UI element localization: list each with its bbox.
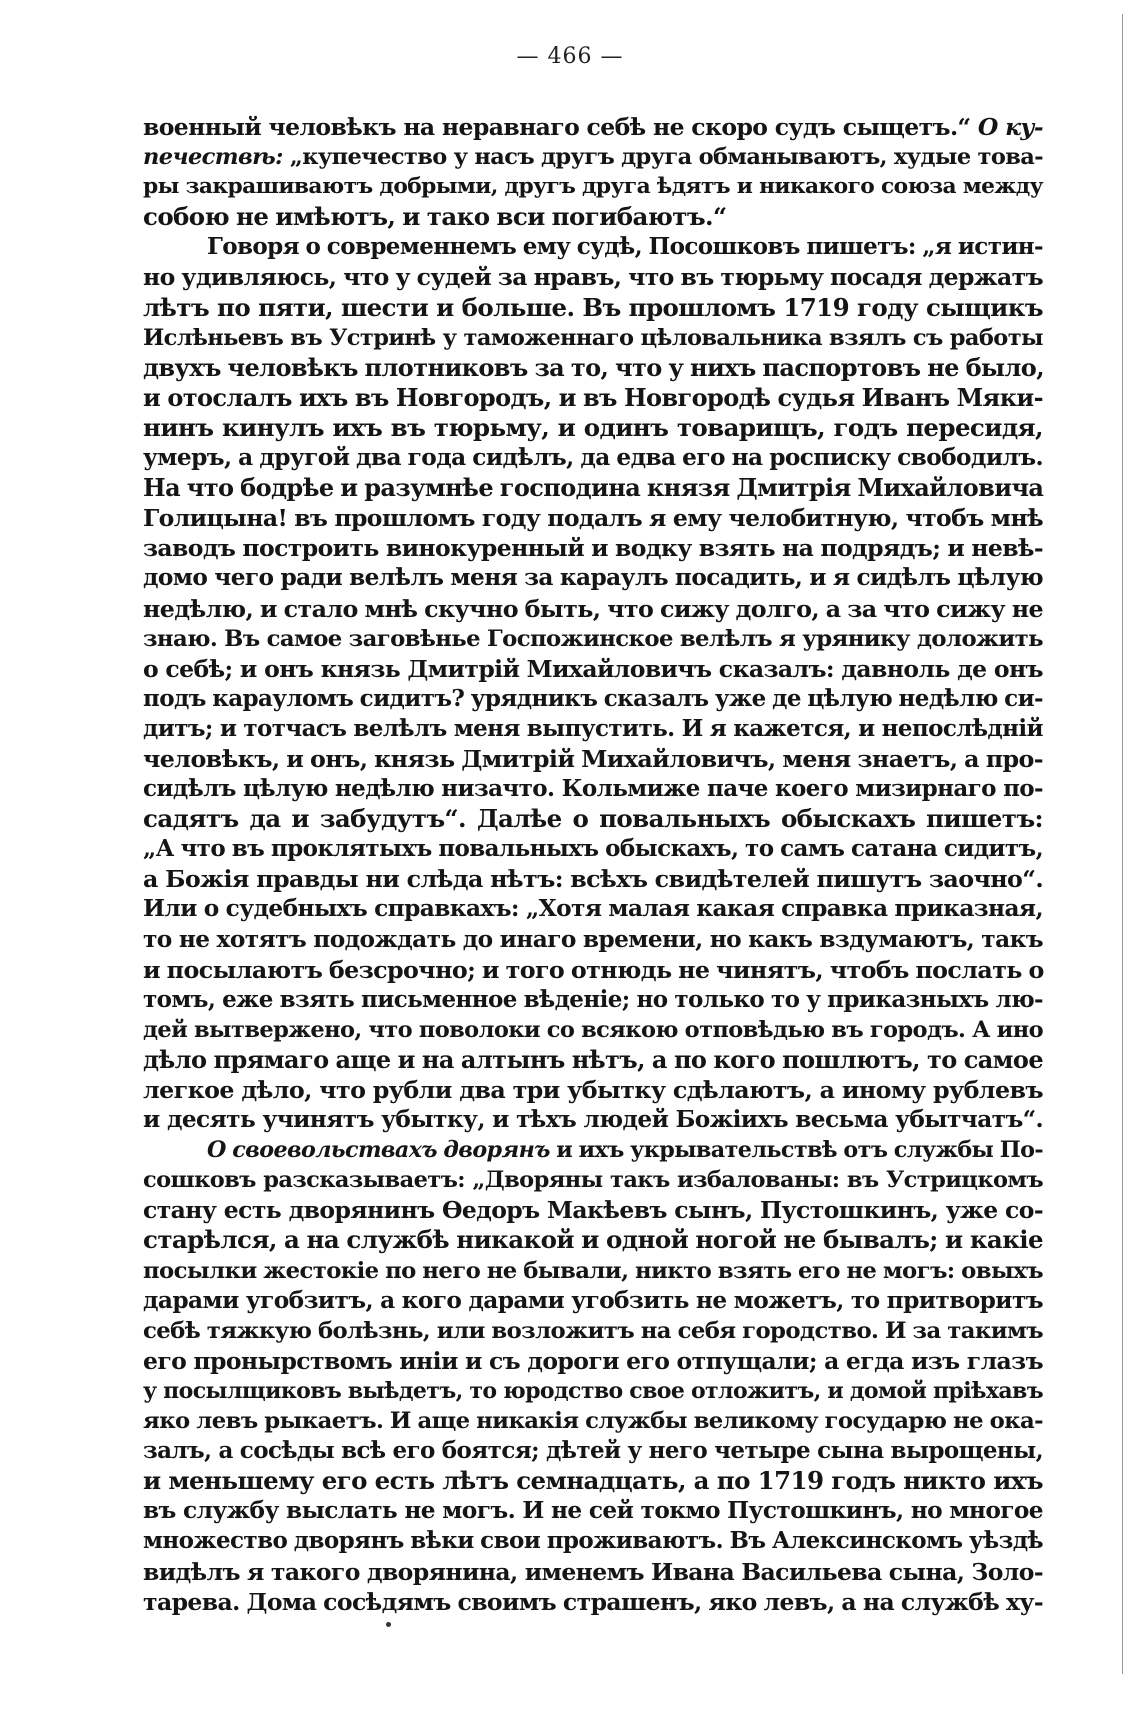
text-line: умеръ, а другой два года сидѣлъ, да едва его на росписку свободилъ. [143, 444, 1043, 472]
text-line: себѣ тяжкую болѣзнь, или возложитъ на себя городство. И за такимъ [143, 1317, 1043, 1344]
text-line: нинъ кинулъ ихъ въ тюрьму, и одинъ товарищъ, годъ пересидя, [143, 412, 1043, 442]
text-run: военный человѣкъ на неравнаго себѣ не скоро судъ сыщетъ.“ [143, 113, 978, 141]
text-line: дитъ; и тотчасъ велѣлъ меня выпустить. И я кажется, и непослѣдній [143, 714, 1043, 742]
italic-text-run: печествѣ: [143, 144, 283, 171]
text-line [143, 142, 1043, 172]
text-line: сидѣлъ цѣлую недѣлю низачто. Кольмиже паче коего мизирнаго по- [143, 775, 1043, 803]
text-line: залъ, а сосѣды всѣ его боятся; дѣтей у него четыре сына вырощены, [143, 1437, 1043, 1465]
text-line: яко левъ рыкаетъ. И аще никакія службы великому государю не ока- [143, 1408, 1043, 1435]
text-line: томъ, еже взять письменное вѣденіе; но только то у приказныхъ лю- [143, 985, 1043, 1013]
scan-edge-line [1122, 14, 1123, 1674]
text-line: и меньшему его есть лѣтъ семнадцать, а по 1719 годъ никто ихъ [143, 1466, 1043, 1496]
text-line: его пронырствомъ иніи и съ дороги его отпущали; а егда изъ глазъ [143, 1346, 1043, 1375]
text-line: Ислѣньевъ въ Устринѣ у таможеннаго цѣловальника взялъ съ работы [143, 324, 1043, 351]
text-line: ры закрашиваютъ добрыми, другъ друга ѣдятъ и никакого союза между [143, 174, 1043, 200]
text-line: и десять учинятъ убытку, и тѣхъ людей Божіихъ весьма убытчатъ“. [143, 1106, 1043, 1134]
text-line: дей вытвержено, что поволоки со всякою отповѣдью въ городъ. А ино [143, 1016, 1043, 1043]
text-line: посылки жестокіе по него не бывали, никто взять его не могъ: овыхъ [143, 1257, 1043, 1284]
text-line [143, 1135, 1043, 1165]
text-line: садятъ да и забудутъ“. Далѣе о повальныхъ обыскахъ пишетъ: [143, 804, 1043, 834]
text-line: въ службу выслать не могъ. И не сей токмо Пустошкинъ, но многое [143, 1497, 1043, 1525]
text-line: множество дворянъ вѣки свои проживаютъ. Въ Алексинскомъ уѣздѣ [143, 1527, 1043, 1555]
text-line: Говоря о современнемъ ему судѣ, Посошковъ пишетъ: „я истин- [207, 233, 1043, 261]
text-line [143, 112, 1043, 142]
text-line: о себѣ; и онъ князь Дмитрій Михайловичъ сказалъ: давноль де онъ [143, 654, 1043, 683]
text-line: Голицына! въ прошломъ году подалъ я ему челобитную, чтобъ мнѣ [143, 504, 1043, 533]
text-line: легкое дѣло, что рубли два три убытку сдѣлаютъ, а иному рублевъ [143, 1076, 1043, 1104]
text-run: и ихъ укрывательствѣ отъ службы По- [549, 1137, 1044, 1164]
italic-text-run: О ку- [977, 113, 1043, 141]
text-line: то не хотятъ подождать до инаго времени, но какъ вздумаютъ, такъ [143, 925, 1043, 953]
text-line: человѣкъ, и онъ, князь Дмитрій Михайловичъ, меня знаетъ, а про- [143, 744, 1043, 773]
text-line: На что бодрѣе и разумнѣе господина князя Дмитрія Михайловича [143, 473, 1044, 503]
text-line: а Божія правды ни слѣда нѣтъ: всѣхъ свидѣтелей пишутъ заочно“. [143, 865, 1043, 894]
text-line: сошковъ разсказываетъ: „Дворяны такъ избалованы: въ Устрицкомъ [143, 1167, 1043, 1194]
italic-text-run: О своевольствахъ дворянъ [207, 1137, 550, 1164]
page-number: — 466 — [516, 44, 624, 69]
text-line: домо чего ради велѣлъ меня за караулъ посадить, и я сидѣлъ цѣлую [143, 564, 1043, 592]
text-line: старѣлся, а на службѣ никакой и одной ногой не бывалъ; и какіе [143, 1225, 1043, 1255]
text-line: тарева. Дома сосѣдямъ своимъ страшенъ, яко левъ, а на службѣ ху- [143, 1587, 1043, 1616]
text-line: дѣло прямаго аще и на алтынъ нѣтъ, а по кого пошлютъ, то самое [143, 1044, 1043, 1074]
text-line: и посылаютъ безсрочно; и того отнюдь не чинятъ, чтобъ послать о [143, 955, 1044, 984]
scan-artifact-dot [386, 1622, 391, 1627]
text-line: стану есть дворянинъ Ѳедоръ Макѣевъ сынъ, Пустошкинъ, уже со- [143, 1196, 1043, 1225]
text-line: заводъ построить винокуренный и водку взять на подрядъ; и невѣ- [143, 534, 1043, 563]
text-line: двухъ человѣкъ плотниковъ за то, что у нихъ паспортовъ не было, [143, 352, 1044, 382]
text-line: недѣлю, и стало мнѣ скучно быть, что сижу долго, а за что сижу не [143, 594, 1043, 623]
text-line: дарами угобзитъ, а кого дарами угобзить не можетъ, то притворитъ [143, 1286, 1043, 1314]
text-line: Или о судебныхъ справкахъ: „Хотя малая какая справка приказная, [143, 895, 1043, 923]
text-line: знаю. Въ самое заговѣнье Госпожинское велѣлъ я урянику доложить [143, 625, 1043, 652]
text-run: „купечество у насъ другъ друга обманываютъ, худые това- [282, 144, 1043, 171]
text-line: и отослалъ ихъ въ Новгородъ, и въ Новгородѣ судья Иванъ Мяки- [143, 382, 1043, 412]
text-line: „А что въ проклятыхъ повальныхъ обыскахъ, то самъ сатана сидитъ, [143, 835, 1043, 863]
text-line: собою не имѣютъ, и тако вси погибаютъ.“ [143, 202, 727, 232]
page-text-body [143, 112, 1043, 1617]
text-line: лѣтъ по пяти, шести и больше. Въ прошломъ 1719 году сыщикъ [143, 292, 1043, 322]
text-line: у посылщиковъ выѣдетъ, то юродство свое отложитъ, и домой пріѣхавъ [143, 1377, 1043, 1404]
text-line: видѣлъ я такого дворянина, именемъ Ивана Васильева сына, Золо- [143, 1557, 1043, 1586]
text-line: подъ карауломъ сидитъ? урядникъ сказалъ уже де цѣлую недѣлю си- [143, 684, 1043, 712]
text-line: но удивляюсь, что у судей за нравъ, что въ тюрьму посадя держатъ [143, 263, 1043, 292]
